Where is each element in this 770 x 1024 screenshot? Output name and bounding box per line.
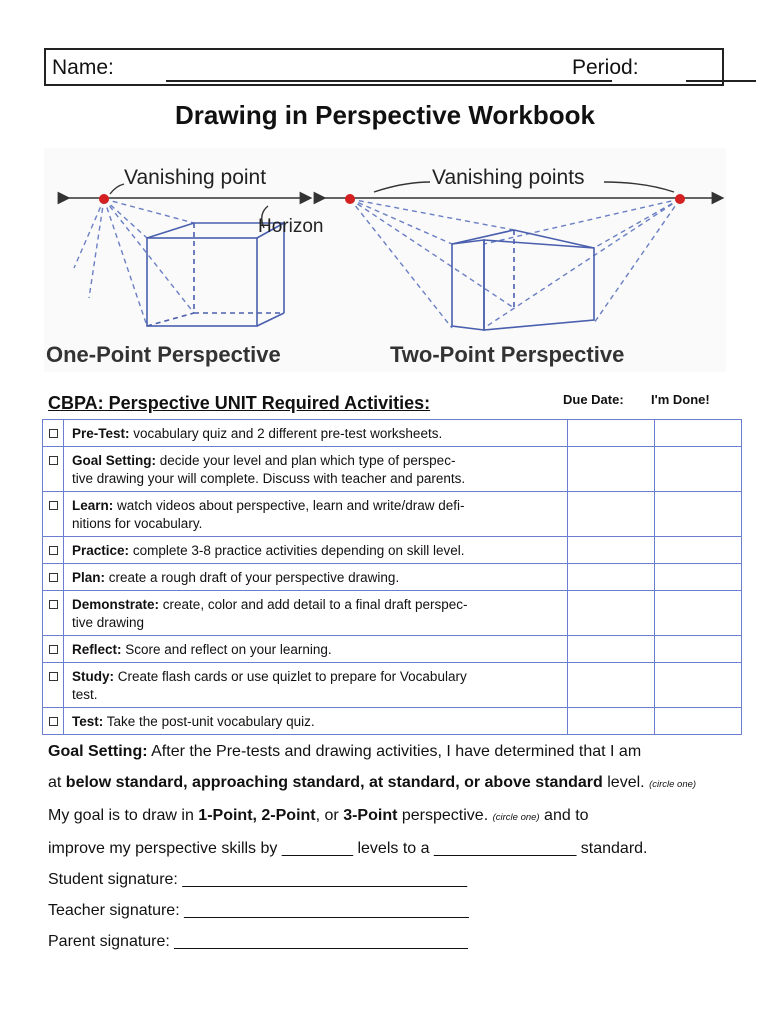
activity-detail-cont: tive drawing your will complete. Discuss with teacher and parents. <box>72 471 466 486</box>
activity-detail: Create flash cards or use quizlet to prepare for Vocabulary <box>117 669 467 684</box>
activity-name: Demonstrate: <box>72 597 160 612</box>
circle-one-note-1: (circle one) <box>649 779 697 790</box>
checkbox-icon <box>49 546 58 555</box>
two-point-rays <box>350 199 680 328</box>
activity-description <box>64 663 568 708</box>
perspective-figure <box>44 148 726 372</box>
activity-checkbox[interactable] <box>43 564 64 591</box>
checkbox-icon <box>49 717 58 726</box>
activity-name: Learn: <box>72 498 114 513</box>
activity-checkbox[interactable] <box>43 537 64 564</box>
two-point-caption: Two-Point Perspective <box>390 342 625 367</box>
vanishing-point-dot-left <box>99 194 109 204</box>
perspective-diagram <box>44 148 726 372</box>
activity-name: Reflect: <box>72 642 122 657</box>
goal-line-3 <box>48 800 738 833</box>
goal-line-4[interactable]: improve my perspective skills by ________ levels to a ________________ standard. <box>48 840 648 857</box>
name-label: Name: <box>52 56 114 79</box>
activities-heading: CBPA: Perspective UNIT Required Activities: <box>48 393 431 413</box>
activity-row <box>43 564 742 591</box>
two-point-box <box>452 230 594 330</box>
activity-detail: vocabulary quiz and 2 different pre-test worksheets. <box>133 426 443 441</box>
due-date-cell[interactable] <box>568 663 655 708</box>
goal-or: , or <box>315 807 339 824</box>
vanishing-point-label: Vanishing point <box>124 166 267 189</box>
checkbox-icon <box>49 456 58 465</box>
activity-checkbox[interactable] <box>43 420 64 447</box>
three-point-option[interactable]: 3-Point <box>343 807 398 824</box>
activity-description <box>64 447 568 492</box>
vanishing-point-dot-center <box>345 194 355 204</box>
done-cell[interactable] <box>655 420 742 447</box>
done-cell[interactable] <box>655 591 742 636</box>
activity-checkbox[interactable] <box>43 447 64 492</box>
activity-row <box>43 663 742 708</box>
activity-checkbox[interactable] <box>43 492 64 537</box>
activity-detail: create a rough draft of your perspective drawing. <box>108 570 400 585</box>
activity-detail-cont: nitions for vocabulary. <box>72 516 203 531</box>
due-date-cell[interactable] <box>568 537 655 564</box>
name-field[interactable] <box>166 80 612 82</box>
checkbox-icon <box>49 600 58 609</box>
done-cell[interactable] <box>655 537 742 564</box>
checkbox-icon <box>49 429 58 438</box>
activity-description <box>64 492 568 537</box>
due-date-cell[interactable] <box>568 447 655 492</box>
name-period-box <box>44 48 724 86</box>
activity-checkbox[interactable] <box>43 636 64 663</box>
checkbox-icon <box>49 645 58 654</box>
activity-detail-cont: tive drawing <box>72 615 145 630</box>
activity-checkbox[interactable] <box>43 663 64 708</box>
activity-name: Test: <box>72 714 104 729</box>
activity-description <box>64 564 568 591</box>
activity-row <box>43 591 742 636</box>
vanishing-point-pointer <box>110 184 124 194</box>
due-date-header: Due Date: <box>563 392 624 407</box>
due-date-cell[interactable] <box>568 420 655 447</box>
activity-detail: decide your level and plan which type of perspec- <box>159 453 456 468</box>
activity-name: Pre-Test: <box>72 426 130 441</box>
goal-draw-in: My goal is to draw in <box>48 807 194 824</box>
horizon-label: Horizon <box>258 216 324 237</box>
one-point-rays <box>74 199 194 326</box>
vanishing-point-dot-right <box>675 194 685 204</box>
activity-detail-cont: test. <box>72 687 98 702</box>
due-date-cell[interactable] <box>568 591 655 636</box>
activity-row <box>43 636 742 663</box>
period-label: Period: <box>572 56 639 79</box>
goal-at: at <box>48 774 62 791</box>
activities-table <box>42 419 742 735</box>
goal-line-2 <box>48 767 738 800</box>
goal-and-to: and to <box>544 807 589 824</box>
circle-one-note-2: (circle one) <box>492 812 540 823</box>
teacher-signature[interactable]: Teacher signature: ________________________________ <box>48 902 469 919</box>
one-point-caption: One-Point Perspective <box>46 342 281 367</box>
activity-row <box>43 447 742 492</box>
activity-checkbox[interactable] <box>43 591 64 636</box>
page-title: Drawing in Perspective Workbook <box>175 100 595 130</box>
period-field[interactable] <box>686 80 756 82</box>
checkbox-icon <box>49 573 58 582</box>
done-cell[interactable] <box>655 564 742 591</box>
activity-description <box>64 420 568 447</box>
standard-level-options[interactable]: below standard, approaching standard, at standard, or above standard <box>65 774 603 791</box>
activity-row <box>43 537 742 564</box>
activity-checkbox[interactable] <box>43 708 64 735</box>
done-cell[interactable] <box>655 708 742 735</box>
checkbox-icon <box>49 501 58 510</box>
goal-section <box>48 736 738 957</box>
goal-text-1: After the Pre-tests and drawing activities, I have determined that I am <box>151 743 642 760</box>
activity-description <box>64 537 568 564</box>
activity-description <box>64 591 568 636</box>
activity-detail: watch videos about perspective, learn and write/draw defi- <box>117 498 465 513</box>
activity-name: Study: <box>72 669 114 684</box>
goal-label: Goal Setting: <box>48 743 148 760</box>
activity-detail: complete 3-8 practice activities depending on skill level. <box>132 543 465 558</box>
due-date-cell[interactable] <box>568 636 655 663</box>
activity-name: Plan: <box>72 570 106 585</box>
one-point-cube <box>147 223 284 326</box>
done-cell[interactable] <box>655 492 742 537</box>
checkbox-icon <box>49 672 58 681</box>
done-cell[interactable] <box>655 447 742 492</box>
due-date-cell[interactable] <box>568 708 655 735</box>
goal-level-word: level. <box>607 774 645 791</box>
activity-name: Goal Setting: <box>72 453 156 468</box>
goal-line-1 <box>48 736 738 767</box>
goal-perspective-word: perspective. <box>401 807 489 824</box>
activity-row <box>43 492 742 537</box>
parent-signature[interactable]: Parent signature: _________________________________ <box>48 933 468 950</box>
activity-row <box>43 420 742 447</box>
due-date-cell[interactable] <box>568 492 655 537</box>
activity-description <box>64 636 568 663</box>
done-cell[interactable] <box>655 636 742 663</box>
point-options[interactable]: 1-Point, 2-Point <box>198 807 316 824</box>
due-date-cell[interactable] <box>568 564 655 591</box>
student-signature[interactable]: Student signature: ________________________________ <box>48 871 468 888</box>
done-cell[interactable] <box>655 663 742 708</box>
activity-name: Practice: <box>72 543 130 558</box>
activity-row <box>43 708 742 735</box>
done-header: I'm Done! <box>651 392 710 407</box>
activity-detail: Score and reflect on your learning. <box>125 642 332 657</box>
activity-detail: create, color and add detail to a final draft perspec- <box>162 597 468 612</box>
vanishing-points-label: Vanishing points <box>432 166 585 189</box>
activity-description <box>64 708 568 735</box>
activity-detail: Take the post-unit vocabulary quiz. <box>106 714 315 729</box>
